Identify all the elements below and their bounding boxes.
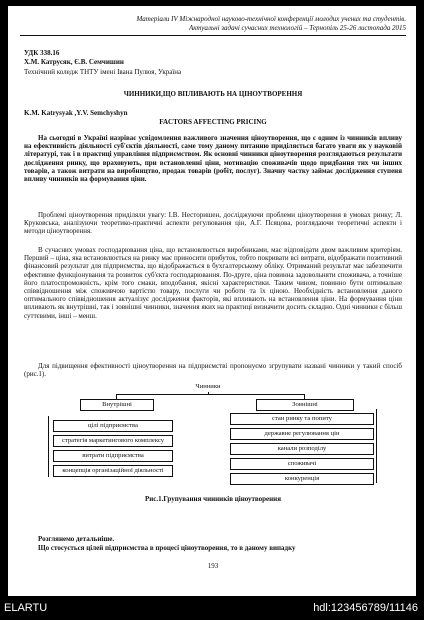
footer-repository-name: ELARTU xyxy=(4,602,48,614)
running-header xyxy=(20,15,406,33)
header-line-1: Матеріали IV Міжнародної науково-технічної конференції молодих учених та студентів. xyxy=(136,15,406,23)
connector-horizontal xyxy=(116,394,304,395)
external-bracket xyxy=(376,409,377,483)
internal-title: Внутрішні xyxy=(80,399,154,411)
figure-caption: Рис.1.Групування чинників ціноутворення xyxy=(144,495,281,503)
document-page xyxy=(8,6,416,596)
tail-line-1: Розглянемо детальніше. xyxy=(38,535,115,543)
paragraph-1: Проблемі ціноутворення приділяли увагу: І.В. Несторишен, досліджуючи проблеми ціноутворення в умовах ринку; Л. Круковська, аналізуючи теоретико-практичні аспекти регулювання цін, А.Г. Псяцова, розглядаючи теоретичні аспекти і методи ціноутворення. xyxy=(24,211,402,236)
abstract: На сьогодні в Україні назріває усвідомлення важливого значення ціноутворення, що є одним із чинників впливу на ефективність діяльності суб'єктів діяльності, саме тому даному питанню приділяється багато уваги як у науковій літературі, так і в практиці управління підприємством. Як основні чинники ціноутворення розглядаються результати дослідження ринку, що враховують, при встановленні ціни, мотивацію споживачів щодо придбання тих чи інших товарів, а також витрати на виробництво, продаж товарів (робіт, послуг). Значну частку займає дослідження ступеня впливу чинників на формування ціни. xyxy=(24,134,402,184)
udk-code: УДК 338.16 xyxy=(24,49,60,57)
connector-root xyxy=(208,392,209,395)
authors-uk: Х.М. Катрусяк, Є.В. Семчишин xyxy=(24,58,124,66)
title-en: FACTORS AFFECTING PRICING xyxy=(159,118,267,126)
footer-handle: hdl:123456789/11146 xyxy=(313,602,418,614)
internal-factor: концепція організаційної діяльності xyxy=(53,465,173,477)
internal-bracket xyxy=(48,416,49,477)
diagram-root: Чинники xyxy=(173,382,243,392)
paragraph-2: В сучасних умовах господарювання ціна, що встановлюється виробниками, має відповідати двом важливим критеріям. Перший – ціна, яка встановлюється на ринку має приносити прибуток, тобто покривати всі витрати, відображати позитивний фінансовий результат для підприємства, що відображається в бухгалтерському обліку. Отриманий результат має забезпечити ефективне функціонування та розвиток суб'єкта господарювання. По-друге, ціна повинна задовольняти споживача, а точніше його платоспроможність, крім того смаки, вподобання, якісні характеристики. Таким чином, повинно бути оптимальне співвідношення між споживчою вартістю товару, послуги чи роботи та їх ціною. Необхідність встановлення даного оптимального співвідношення актуалізує дослідження факторів, які впливають на встановлення ціни. На формування ціни впливають як внутрішні, так і зовнішні чинники, значення яких на практиці визначити досить складно. Одні чинники є більш суттєвими, інші – менш. xyxy=(24,246,402,320)
tail-line-2: Що стосується цілей підприємства в процесі ціноутворення, то в даному випадку xyxy=(38,544,296,552)
external-factor: споживачі xyxy=(230,458,374,470)
page-number: 193 xyxy=(207,562,219,570)
external-factor: канали розподілу xyxy=(230,443,374,455)
title-uk: ЧИННИКИ,ЩО ВПЛИВАЮТЬ НА ЦІНОУТВОРЕННЯ xyxy=(123,90,303,98)
external-factor: державне регулювання цін xyxy=(230,428,374,440)
authors-en: K.M. Katrysyak ,Y.V. Semchyshyn xyxy=(24,109,128,117)
external-factor: стан ринку та попиту xyxy=(230,413,374,425)
header-line-2: Актуальні задачі сучасних технологій – Тернопіль 25-26 листопада 2015 xyxy=(188,24,406,32)
header-rule xyxy=(20,35,406,36)
internal-factor: витрати підприємства xyxy=(53,450,173,462)
external-factor: конкуренція xyxy=(230,473,374,485)
internal-factor: цілі підприємства xyxy=(53,420,173,432)
external-title: Зовнішні xyxy=(256,399,354,411)
paragraph-3: Для підвищення ефективності ціноутворення на підприємстві пропонуємо згрупувати названі чинники у такий спосіб (рис.1). xyxy=(24,362,402,379)
repository-footer xyxy=(0,596,424,620)
affiliation: Технічний коледж ТНТУ імені Івана Пулюя, Україна xyxy=(24,68,182,76)
internal-factor: стратегія маркетингового комплексу xyxy=(53,435,173,447)
